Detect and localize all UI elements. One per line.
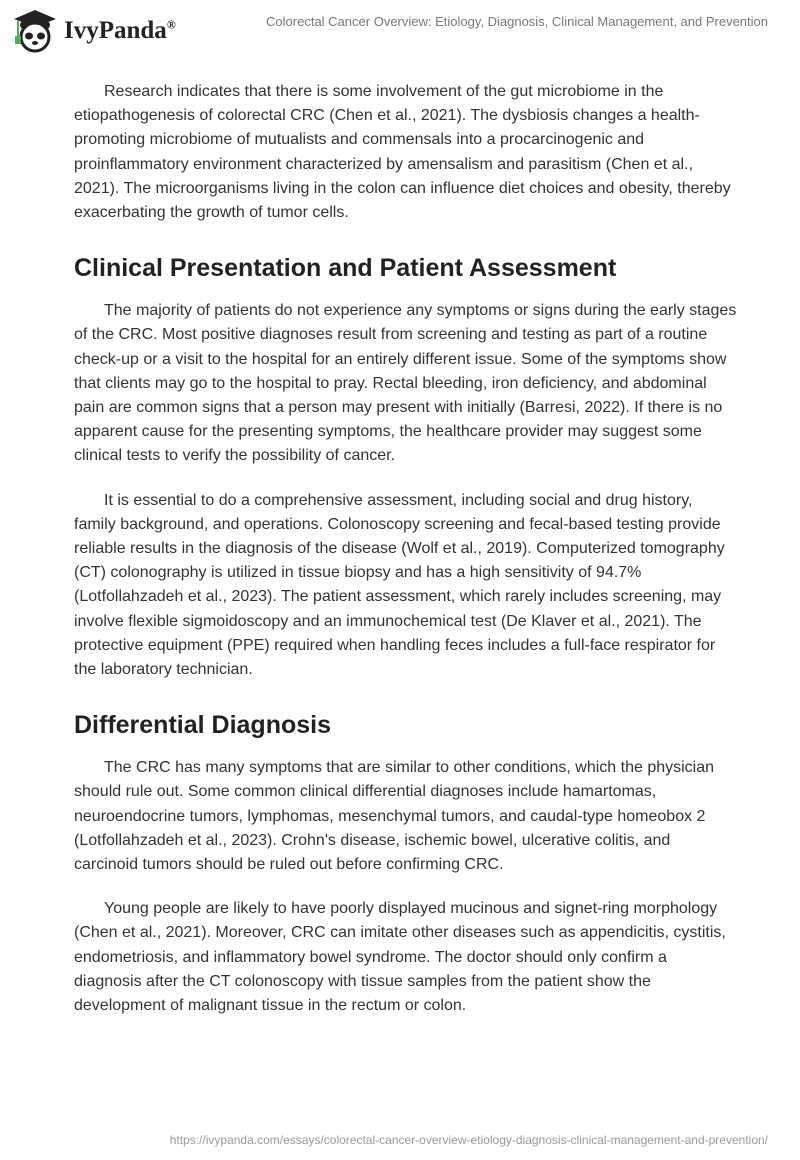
paragraph: Research indicates that there is some involvement of the gut microbiome in the etiopathogenesis of colorectal CRC (Chen et al., 2021). The dysbiosis changes a health-promoting microbiome of mutualists and commensals into a procarcinogenic and proinflammatory environment characterized by amensalism and parasitism (Chen et al., 2021). The microorganisms living in the colon can influence diet choices and obesity, thereby exacerbating the growth of tumor cells. xyxy=(74,83,731,222)
essay-body xyxy=(74,80,738,1038)
logo-text: IvyPanda® xyxy=(64,17,176,44)
paragraph: The CRC has many symptoms that are similar to other conditions, which the physician should rule out. Some common clinical differential diagnoses include hamartomas, neuroendocrine tumors, lymphomas, mesenchymal tumors, and caudal-type homeobox 2 (Lotfollahzadeh et al., 2023). Crohn's disease, ischemic bowel, ulcerative colitis, and carcinoid tumors should be ruled out before confirming CRC. xyxy=(74,759,715,874)
paragraph: It is essential to do a comprehensive assessment, including social and drug history, family background, and operations. Colonoscopy screening and fecal-based testing provide reliable results in the diagnosis of the disease (Wolf et al., 2019). Computerized tomography (CT) colonography is utilized in tissue biopsy and has a high sensitivity of 94.7% (Lotfollahzadeh et al., 2023). The patient assessment, which rarely includes screening, may involve flexible sigmoidoscopy and an immunochemical test (De Klaver et al., 2021). The protective equipment (PPE) required when handling feces includes a full-face respirator for the laboratory technician. xyxy=(74,491,725,679)
ivypanda-logo[interactable] xyxy=(12,8,176,54)
paragraph: Young people are likely to have poorly displayed mucinous and signet-ring morphology (Chen et al., 2021). Moreover, CRC can imitate other diseases such as appendicitis, cystitis, endometriosis, and inflammatory bowel syndrome. The doctor should only confirm a diagnosis after the CT colonoscopy with tissue samples from the patient show the development of malignant tissue in the rectum or colon. xyxy=(74,900,726,1015)
panda-graduate-icon xyxy=(12,8,58,54)
document-title: Colorectal Cancer Overview: Etiology, Diagnosis, Clinical Management, and Prevention xyxy=(266,14,768,29)
section-heading: Clinical Presentation and Patient Assessment xyxy=(74,254,617,283)
section-heading: Differential Diagnosis xyxy=(74,711,331,740)
source-url[interactable]: https://ivypanda.com/essays/colorectal-cancer-overview-etiology-diagnosis-clinical-management-and-prevention/ xyxy=(169,1133,768,1147)
paragraph: The majority of patients do not experience any symptoms or signs during the early stages of the CRC. Most positive diagnoses result from screening and testing as part of a routine check-up or a visit to the hospital for an entirely different issue. Some of the symptoms show that clients may go to the hospital to pray. Rectal bleeding, iron deficiency, and abdominal pain are common signs that a person may present with initially (Barresi, 2022). If there is no apparent cause for the presenting symptoms, the healthcare provider may suggest some clinical tests to verify the possibility of cancer. xyxy=(74,302,737,465)
